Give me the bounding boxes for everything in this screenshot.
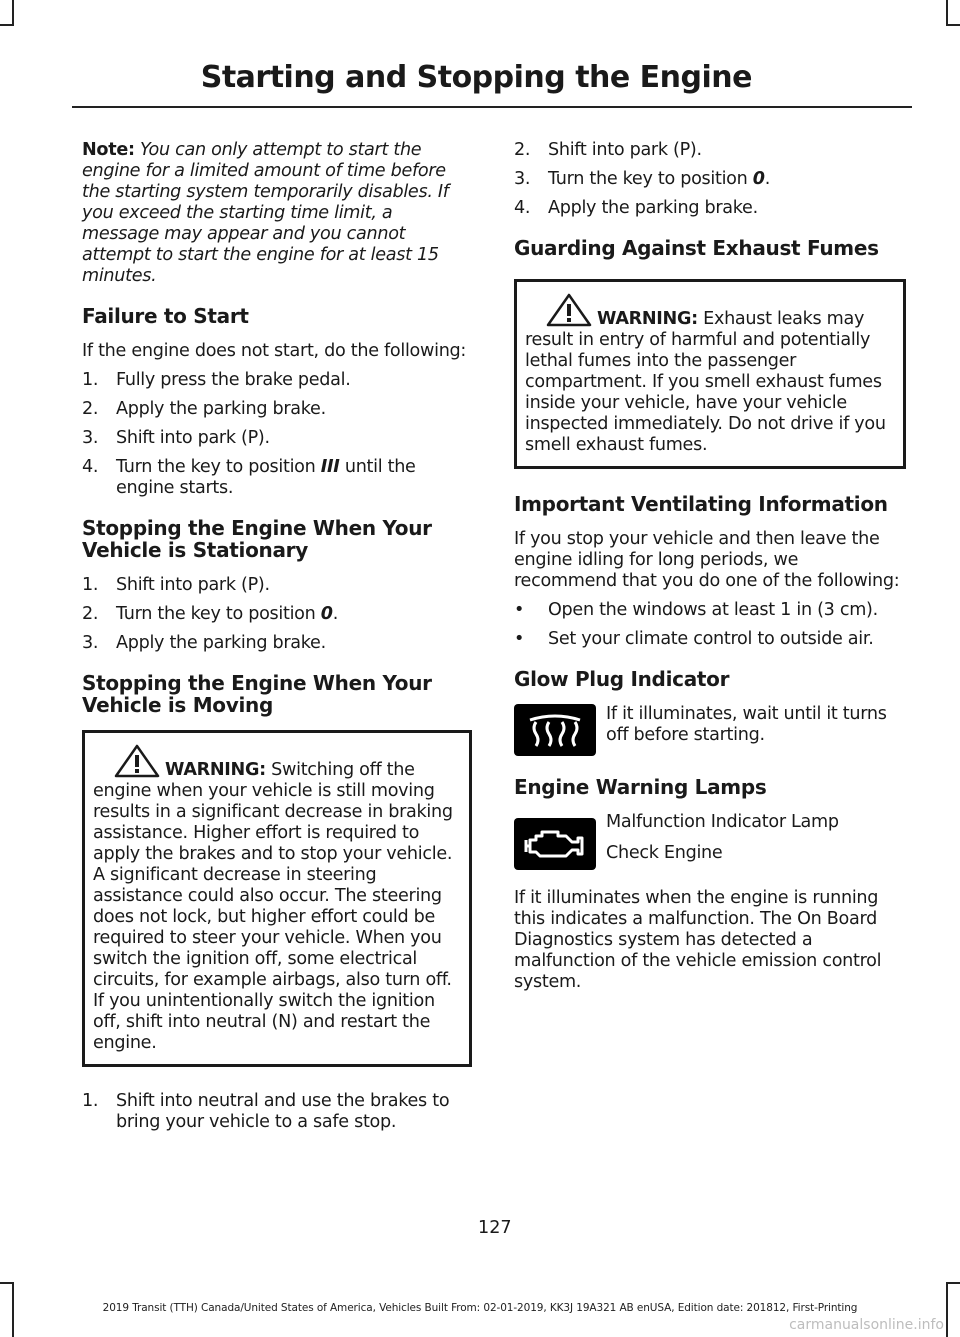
- list-text: Apply the parking brake.: [548, 198, 758, 218]
- list-number: 4.: [514, 198, 531, 218]
- moving-heading: Stopping the Engine When Your Vehicle is Moving: [82, 671, 432, 717]
- list-number: 3.: [82, 633, 99, 653]
- list-text-pre: Turn the key to position: [116, 457, 321, 477]
- list-text: Shift into park (P).: [116, 575, 270, 595]
- stationary-list: [82, 575, 472, 654]
- list-text: Fully press the brake pedal.: [116, 370, 351, 390]
- glow-plug-icon: [514, 704, 596, 756]
- list-text-post: .: [332, 604, 339, 624]
- warning-box: [82, 730, 472, 1067]
- malfunction-label: Malfunction Indicator Lamp: [606, 812, 839, 832]
- list-item: [82, 457, 472, 499]
- warning-label: WARNING:: [597, 309, 698, 329]
- check-engine-label: Check Engine: [606, 843, 723, 863]
- key-position: 0: [320, 604, 333, 624]
- list-item: [82, 604, 472, 625]
- list-text: Apply the parking brake.: [116, 399, 326, 419]
- list-number: 2.: [82, 604, 99, 624]
- failure-intro: If the engine does not start, do the following:: [82, 341, 467, 361]
- failure-heading: Failure to Start: [82, 304, 249, 328]
- failure-list: [82, 370, 472, 499]
- watermark: carmanualsonline.info: [789, 1317, 944, 1333]
- list-number: 1.: [82, 575, 99, 595]
- list-item: [82, 575, 472, 596]
- list-number: 2.: [514, 140, 531, 160]
- page-number: 127: [478, 1218, 512, 1238]
- list-number: 3.: [82, 428, 99, 448]
- ventilating-heading: Important Ventilating Information: [514, 492, 888, 516]
- list-text-pre: Turn the key to position: [116, 604, 321, 624]
- list-item: [82, 1091, 472, 1133]
- crop-mark: [0, 1282, 14, 1284]
- check-engine-icon: [514, 818, 596, 870]
- crop-mark: [12, 0, 14, 26]
- crop-mark: [946, 1282, 960, 1284]
- moving-list-continued: [514, 140, 906, 219]
- engine-lamps-heading: Engine Warning Lamps: [514, 775, 767, 799]
- left-column: [82, 140, 472, 1141]
- list-number: 3.: [514, 169, 531, 189]
- list-text: Apply the parking brake.: [116, 633, 326, 653]
- crop-mark: [946, 24, 960, 26]
- warning-text: Exhaust leaks may result in entry of harmful and potentially lethal fumes into the passenger compartment. If you smell exhaust fumes inside your vehicle, have your vehicle inspected immediately. Do not drive if you smell exhaust fumes.: [525, 309, 886, 455]
- footer-text: 2019 Transit (TTH) Canada/United States of America, Vehicles Built From: 02-01-2019, KK3J 19A321 AB enUSA, Edition date: 201812, First-Printing: [102, 1302, 858, 1314]
- right-column: [514, 140, 906, 1001]
- key-position: 0: [752, 169, 765, 189]
- list-item: [82, 399, 472, 420]
- list-number: 1.: [82, 370, 99, 390]
- list-text: Shift into neutral and use the brakes to bring your vehicle to a safe stop.: [116, 1091, 450, 1132]
- bullet-mark: •: [514, 600, 525, 620]
- list-item: [514, 198, 906, 219]
- note-text: You can only attempt to start the engine for a limited amount of time before the starting system temporarily disables. If you exceed the starting time limit, a message may appear and you cannot attempt to start the engine for at least 15 minutes.: [82, 140, 449, 286]
- list-number: 4.: [82, 457, 99, 477]
- warning-box: [514, 279, 906, 469]
- page-title: Starting and Stopping the Engine: [200, 60, 752, 95]
- key-position: III: [320, 457, 340, 477]
- engine-lamp-text: If it illuminates when the engine is running this indicates a malfunction. The On Board Diagnostics system has detected a malfunction of the vehicle emission control system.: [514, 888, 882, 992]
- glow-heading: Glow Plug Indicator: [514, 667, 730, 691]
- list-text: Shift into park (P).: [116, 428, 270, 448]
- stationary-heading: Stopping the Engine When Your Vehicle is Stationary: [82, 516, 432, 562]
- glow-plug-row: [514, 704, 906, 756]
- list-text: Set your climate control to outside air.: [548, 629, 874, 649]
- list-item: [82, 633, 472, 654]
- list-text: [116, 604, 472, 625]
- list-text-pre: Turn the key to position: [548, 169, 753, 189]
- header-divider: [72, 106, 912, 108]
- list-text-post: until the engine starts.: [116, 457, 416, 498]
- list-item: [514, 600, 906, 621]
- list-item: [514, 140, 906, 161]
- crop-mark: [0, 24, 14, 26]
- warning-triangle-icon: [113, 743, 161, 779]
- bullet-mark: •: [514, 629, 525, 649]
- ventilating-intro: If you stop your vehicle and then leave the engine idling for long periods, we recommend that you do one of the following:: [514, 529, 900, 591]
- list-text-post: .: [764, 169, 771, 189]
- ventilating-list: [514, 600, 906, 650]
- crop-mark: [946, 0, 948, 26]
- list-item: [514, 169, 906, 190]
- warning-triangle-icon: [545, 292, 593, 328]
- warning-text: Switching off the engine when your vehicle is still moving results in a significant decrease in braking assistance. Higher effort is required to apply the brakes and to stop your vehicle. A significant decrease in steering assistance could also occur. The steering does not lock, but higher effort could be required to steer your vehicle. When you switch the ignition off, some electrical circuits, for example airbags, also turn off. If you unintentionally switch the ignition off, shift into neutral (N) and restart the engine.: [93, 760, 453, 1053]
- list-number: 1.: [82, 1091, 99, 1111]
- glow-plug-text: If it illuminates, wait until it turns off before starting.: [606, 704, 887, 745]
- list-text: [116, 457, 472, 499]
- list-number: 2.: [82, 399, 99, 419]
- note-label: Note:: [82, 140, 135, 160]
- warning-label: WARNING:: [165, 760, 266, 780]
- list-text: Shift into park (P).: [548, 140, 702, 160]
- note: [82, 140, 472, 287]
- list-item: [82, 370, 472, 391]
- exhaust-heading: Guarding Against Exhaust Fumes: [514, 236, 879, 260]
- list-text: Open the windows at least 1 in (3 cm).: [548, 600, 878, 620]
- list-item: [82, 428, 472, 449]
- list-text: [548, 169, 906, 190]
- engine-lamp-row: [514, 812, 906, 874]
- list-item: [514, 629, 906, 650]
